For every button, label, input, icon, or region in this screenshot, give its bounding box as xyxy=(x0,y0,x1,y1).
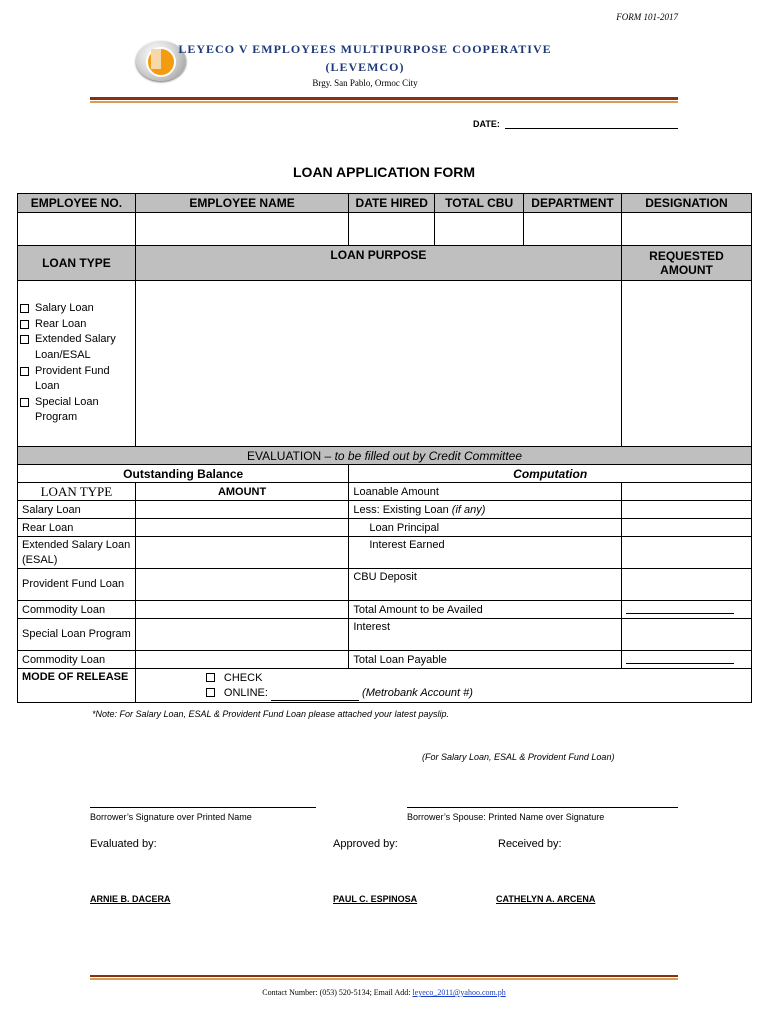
header-divider-accent xyxy=(90,101,678,103)
comp-total-payable: Total Loan Payable xyxy=(349,651,622,669)
spouse-signature-line[interactable] xyxy=(407,807,678,808)
mode-of-release-label: MODE OF RELEASE xyxy=(18,669,136,703)
loan-purpose-field[interactable] xyxy=(135,281,621,447)
date-field[interactable] xyxy=(505,128,678,129)
spouse-signature-label: Borrower’s Spouse: Printed Name over Signature xyxy=(407,812,605,822)
header-loan-type: LOAN TYPE xyxy=(18,246,136,281)
date-label: DATE: xyxy=(473,119,500,129)
comp-interest-earned: Interest Earned xyxy=(349,537,622,569)
received-by-label: Received by: xyxy=(498,838,562,850)
footer-divider xyxy=(90,975,678,977)
receiver-name: CATHELYN A. ARCENA xyxy=(496,894,596,904)
comp-interest-earned-field[interactable] xyxy=(622,537,752,569)
option-rear-loan[interactable]: Rear Loan xyxy=(20,317,133,333)
eval-loan-special: Special Loan Program xyxy=(18,619,136,651)
option-provident-fund[interactable]: Provident Fund Loan xyxy=(20,364,133,395)
comp-loan-principal: Loan Principal xyxy=(349,519,622,537)
comp-total-availed: Total Amount to be Availed xyxy=(349,601,622,619)
eval-loan-salary: Salary Loan xyxy=(18,501,136,519)
employee-no-field[interactable] xyxy=(18,213,136,246)
date-hired-field[interactable] xyxy=(349,213,435,246)
evaluated-by-label: Evaluated by: xyxy=(90,838,157,850)
evaluator-name: ARNIE B. DACERA xyxy=(90,894,171,904)
approved-by-label: Approved by: xyxy=(333,838,398,850)
comp-existing-loan-field[interactable] xyxy=(622,501,752,519)
form-number: FORM 101-2017 xyxy=(616,12,678,22)
checkbox-rear-loan[interactable] xyxy=(20,320,29,329)
eval-amount-provident[interactable] xyxy=(135,569,349,601)
account-number-field[interactable] xyxy=(271,690,359,701)
footer-contact: Contact Number: (053) 520-5134; Email Add: leyeco_2011@yahoo.com.ph xyxy=(262,988,506,997)
approver-name: PAUL C. ESPINOSA xyxy=(333,894,418,904)
option-special-loan[interactable]: Special Loan Program xyxy=(20,395,133,426)
department-field[interactable] xyxy=(524,213,622,246)
total-cbu-field[interactable] xyxy=(435,213,524,246)
header-employee-name: EMPLOYEE NAME xyxy=(135,194,349,213)
comp-total-availed-field[interactable] xyxy=(622,601,752,619)
coop-address: Brgy. San Pablo, Ormoc City xyxy=(312,78,418,88)
header-requested-amount: REQUESTED AMOUNT xyxy=(622,246,752,281)
release-check-option[interactable]: CHECK xyxy=(206,671,747,686)
eval-amount-special[interactable] xyxy=(135,619,349,651)
outstanding-balance-header: Outstanding Balance xyxy=(18,465,349,483)
coop-name: LEYECO V EMPLOYEES MULTIPURPOSE COOPERATIVE xyxy=(178,42,552,56)
form-title: LOAN APPLICATION FORM xyxy=(293,164,475,180)
option-esal[interactable]: Extended Salary Loan/ESAL xyxy=(20,332,133,363)
checkbox-check[interactable] xyxy=(206,673,215,682)
employee-name-field[interactable] xyxy=(135,213,349,246)
coop-abbreviation: (LEVEMCO) xyxy=(325,60,405,74)
evaluation-header: EVALUATION – to be filled out by Credit Committee xyxy=(18,447,752,465)
borrower-signature-line[interactable] xyxy=(90,807,316,808)
comp-interest: Interest xyxy=(349,619,622,651)
checkbox-salary-loan[interactable] xyxy=(20,304,29,313)
eval-loan-commodity: Commodity Loan xyxy=(18,601,136,619)
eval-amount-rear[interactable] xyxy=(135,519,349,537)
checkbox-online[interactable] xyxy=(206,688,215,697)
header-loan-purpose: LOAN PURPOSE xyxy=(135,246,621,281)
payslip-note: *Note: For Salary Loan, ESAL & Provident Fund Loan please attached your latest payslip. xyxy=(92,709,450,719)
header-employee-no: EMPLOYEE NO. xyxy=(18,194,136,213)
eval-loan-rear: Rear Loan xyxy=(18,519,136,537)
release-online-option[interactable]: ONLINE: (Metrobank Account #) xyxy=(206,686,747,701)
comp-total-payable-field[interactable] xyxy=(622,651,752,669)
header-designation: DESIGNATION xyxy=(622,194,752,213)
checkbox-esal[interactable] xyxy=(20,335,29,344)
loanable-amount-field[interactable] xyxy=(622,483,752,501)
col-loan-type: LOAN TYPE xyxy=(18,483,136,501)
comp-existing-loan: Less: Existing Loan (if any) xyxy=(349,501,622,519)
checkbox-provident-fund[interactable] xyxy=(20,367,29,376)
loan-application-table xyxy=(17,193,752,703)
borrower-signature-label: Borrower’s Signature over Printed Name xyxy=(90,812,252,822)
header-department: DEPARTMENT xyxy=(524,194,622,213)
loanable-amount-label: Loanable Amount xyxy=(349,483,622,501)
eval-amount-salary[interactable] xyxy=(135,501,349,519)
eval-loan-esal: Extended Salary Loan (ESAL) xyxy=(18,537,136,569)
mode-of-release-options xyxy=(135,669,751,703)
email-link[interactable]: leyeco_2011@yahoo.com.ph xyxy=(412,988,506,997)
eval-amount-esal[interactable] xyxy=(135,537,349,569)
option-salary-loan[interactable]: Salary Loan xyxy=(20,301,133,317)
footer-divider-accent xyxy=(90,978,678,980)
computation-header: Computation xyxy=(349,465,752,483)
header-total-cbu: TOTAL CBU xyxy=(435,194,524,213)
comp-cbu-deposit: CBU Deposit xyxy=(349,569,622,601)
spouse-note: (For Salary Loan, ESAL & Provident Fund Loan) xyxy=(422,752,615,762)
eval-loan-provident: Provident Fund Loan xyxy=(18,569,136,601)
eval-amount-commodity[interactable] xyxy=(135,601,349,619)
eval-loan-commodity-2: Commodity Loan xyxy=(18,651,136,669)
loan-type-options xyxy=(18,281,136,447)
header-divider xyxy=(90,97,678,100)
eval-amount-commodity-2[interactable] xyxy=(135,651,349,669)
header-date-hired: DATE HIRED xyxy=(349,194,435,213)
designation-field[interactable] xyxy=(622,213,752,246)
col-amount: AMOUNT xyxy=(135,483,349,501)
comp-cbu-deposit-field[interactable] xyxy=(622,569,752,601)
comp-interest-field[interactable] xyxy=(622,619,752,651)
checkbox-special-loan[interactable] xyxy=(20,398,29,407)
requested-amount-field[interactable] xyxy=(622,281,752,447)
comp-loan-principal-field[interactable] xyxy=(622,519,752,537)
